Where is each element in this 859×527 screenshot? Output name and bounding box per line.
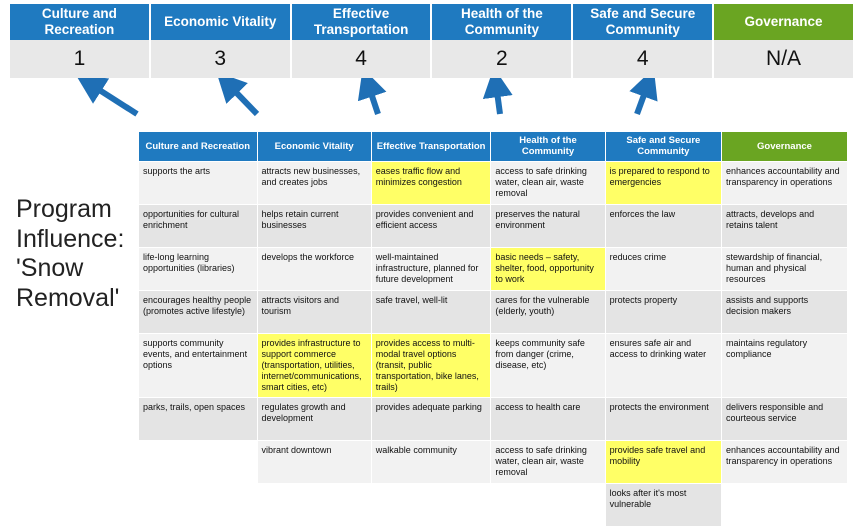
matrix-cell: life-long learning opportunities (libraries): [139, 247, 258, 290]
matrix-header-health: Health of the Community: [491, 132, 605, 162]
matrix-cell: [722, 483, 848, 526]
matrix-header-safety: Safe and Secure Community: [605, 132, 721, 162]
arrow-economic: [228, 84, 257, 114]
pillar-score-band: [10, 40, 853, 78]
score-transportation: 4: [292, 40, 433, 78]
matrix-cell: reduces crime: [605, 247, 721, 290]
matrix-row: [139, 204, 848, 247]
matrix-cell: [371, 483, 491, 526]
pillar-header-health: Health of the Community: [432, 4, 573, 40]
matrix-header-transportation: Effective Transportation: [371, 132, 491, 162]
matrix-cell: helps retain current businesses: [257, 204, 371, 247]
matrix-cell: access to health care: [491, 397, 605, 440]
arrow-safety: [637, 84, 648, 114]
matrix-cell: attracts, develops and retains talent: [722, 204, 848, 247]
influence-matrix: [138, 131, 848, 527]
arrow-health: [496, 84, 500, 114]
matrix-row: [139, 290, 848, 333]
matrix-cell: eases traffic flow and minimizes congestion: [371, 161, 491, 204]
matrix-cell: provides safe travel and mobility: [605, 440, 721, 483]
program-influence-caption: Program Influence: 'Snow Removal': [16, 195, 125, 312]
matrix-cell: enhances accountability and transparency in operations: [722, 440, 848, 483]
matrix-cell: provides adequate parking: [371, 397, 491, 440]
matrix-cell: stewardship of financial, human and physical resources: [722, 247, 848, 290]
matrix-cell: well-maintained infrastructure, planned for future development: [371, 247, 491, 290]
matrix-cell: attracts new businesses, and creates jobs: [257, 161, 371, 204]
arrow-transportation: [368, 84, 378, 114]
matrix-cell: opportunities for cultural enrichment: [139, 204, 258, 247]
matrix-cell: encourages healthy people (promotes active lifestyle): [139, 290, 258, 333]
matrix-cell: provides infrastructure to support commerce (transportation, utilities, internet/communications, smart cities, etc): [257, 333, 371, 397]
matrix-header-row: [139, 132, 848, 162]
matrix-row: [139, 483, 848, 526]
pillar-header-governance: Governance: [714, 4, 853, 40]
score-governance: N/A: [766, 47, 802, 70]
pillar-header-economic: Economic Vitality: [151, 4, 292, 40]
matrix-cell: provides access to multi-modal travel options (transit, public transportation, bike lanes, trails): [371, 333, 491, 397]
pillar-header-safety: Safe and Secure Community: [573, 4, 714, 40]
matrix-cell: enforces the law: [605, 204, 721, 247]
matrix-header-culture: Culture and Recreation: [139, 132, 258, 162]
matrix-cell: develops the workforce: [257, 247, 371, 290]
matrix-row: [139, 397, 848, 440]
score-safety: 4: [573, 40, 714, 78]
matrix-cell: is prepared to respond to emergencies: [605, 161, 721, 204]
matrix-cell: regulates growth and development: [257, 397, 371, 440]
matrix-cell: parks, trails, open spaces: [139, 397, 258, 440]
matrix-cell: safe travel, well-lit: [371, 290, 491, 333]
matrix-cell: maintains regulatory compliance: [722, 333, 848, 397]
matrix-cell: [139, 440, 258, 483]
matrix-row: [139, 161, 848, 204]
matrix-cell: [257, 483, 371, 526]
matrix-cell: supports community events, and entertainment options: [139, 333, 258, 397]
matrix-cell: provides convenient and efficient access: [371, 204, 491, 247]
matrix-cell: access to safe drinking water, clean air, waste removal: [491, 440, 605, 483]
arrow-layer: [0, 78, 859, 130]
matrix-cell: vibrant downtown: [257, 440, 371, 483]
matrix-cell: preserves the natural environment: [491, 204, 605, 247]
matrix-cell: cares for the vulnerable (elderly, youth): [491, 290, 605, 333]
pillar-header-transportation: Effective Transportation: [292, 4, 433, 40]
matrix-header-economic: Economic Vitality: [257, 132, 371, 162]
matrix-cell: assists and supports decision makers: [722, 290, 848, 333]
score-health: 2: [432, 40, 573, 78]
matrix-cell: supports the arts: [139, 161, 258, 204]
matrix-cell: protects the environment: [605, 397, 721, 440]
matrix-cell: basic needs – safety, shelter, food, opportunity to work: [491, 247, 605, 290]
pillar-header-band: [10, 4, 853, 40]
arrow-culture: [90, 84, 137, 114]
matrix-cell: delivers responsible and courteous service: [722, 397, 848, 440]
matrix-row: [139, 440, 848, 483]
matrix-cell: protects property: [605, 290, 721, 333]
matrix-header-governance: Governance: [722, 132, 848, 162]
pillar-header-culture: Culture and Recreation: [10, 4, 151, 40]
matrix-cell: attracts visitors and tourism: [257, 290, 371, 333]
matrix-row: [139, 333, 848, 397]
matrix-cell: [491, 483, 605, 526]
score-economic: 3: [151, 40, 292, 78]
matrix-cell: access to safe drinking water, clean air, waste removal: [491, 161, 605, 204]
matrix-cell: walkable community: [371, 440, 491, 483]
matrix-cell: looks after it's most vulnerable: [605, 483, 721, 526]
matrix-cell: [139, 483, 258, 526]
matrix-cell: keeps community safe from danger (crime, disease, etc): [491, 333, 605, 397]
score-culture: 1: [10, 40, 151, 78]
matrix-body: [139, 161, 848, 526]
matrix-cell: enhances accountability and transparency in operations: [722, 161, 848, 204]
matrix-cell: ensures safe air and access to drinking water: [605, 333, 721, 397]
matrix-row: [139, 247, 848, 290]
